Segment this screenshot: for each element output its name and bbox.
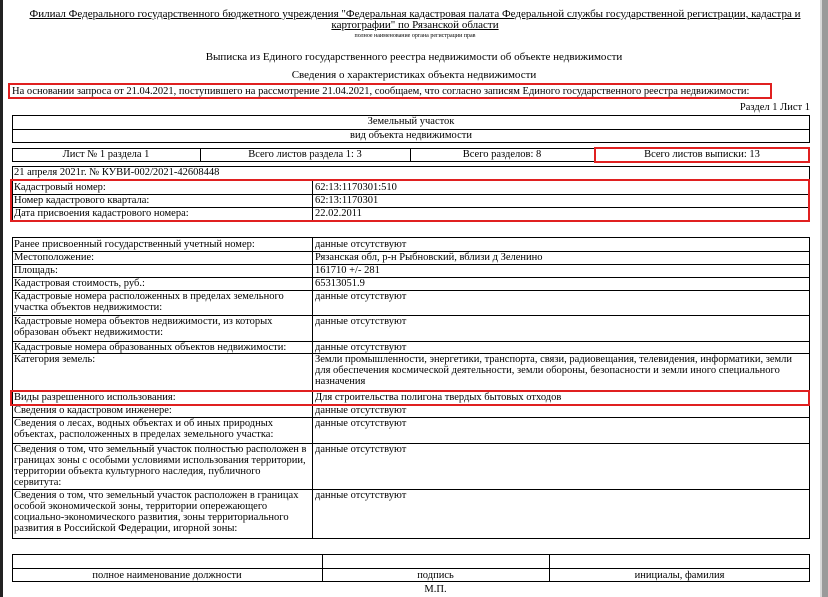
total-sheets-extract: Всего листов выписки: 13 <box>644 149 760 160</box>
cadastral-quarter-value: 62:13:1170301 <box>315 195 379 206</box>
detail-label: Ранее присвоенный государственный учетный номер: <box>14 239 255 250</box>
doc-title: Выписка из Единого государственного реестра недвижимости об объекте недвижимости <box>205 51 623 63</box>
detail-label: Кадастровые номера расположенных в пределах земельного участка объектов недвижимости: <box>14 291 284 313</box>
assignment-date-label: Дата присвоения кадастрового номера: <box>14 208 189 219</box>
object-type: Земельный участок <box>367 116 455 127</box>
assignment-date-value: 22.02.2011 <box>315 208 362 219</box>
name-caption: инициалы, фамилия <box>634 570 725 581</box>
page-left-edge <box>0 0 3 597</box>
detail-label: Сведения о лесах, водных объектах и об иных природных объектах, расположенных в пределах земельного участка: <box>14 418 274 440</box>
detail-label: Кадастровая стоимость, руб.: <box>14 278 145 289</box>
detail-value: Земли промышленности, энергетики, транспорта, связи, радиовещания, телевидения, информатики, земли для обеспечения космической деятельности, земли обороны, безопасности и земли иного специального назначения <box>315 354 793 387</box>
total-sheets-section: Всего листов раздела 1: 3 <box>248 149 362 160</box>
detail-label: Виды разрешенного использования: <box>14 392 176 403</box>
detail-value: данные отсутствуют <box>315 444 407 455</box>
cadastral-number-label: Кадастровый номер: <box>14 182 106 193</box>
detail-value: Для строительства полигона твердых бытовых отходов <box>315 392 562 403</box>
position-caption: полное наименование должности <box>92 570 242 581</box>
detail-label: Кадастровые номера образованных объектов недвижимости: <box>14 342 287 353</box>
cadastral-quarter-label: Номер кадастрового квартала: <box>14 195 150 206</box>
org-name-line1: Филиал Федерального государственного бюджетного учреждения "Федеральная кадастровая палата Федеральной службы государственной регистрации, кадастра и <box>29 8 801 20</box>
detail-value: 65313051.9 <box>315 278 365 289</box>
detail-label: Сведения о кадастровом инженере: <box>14 405 172 416</box>
cadastral-number-value: 62:13:1170301:510 <box>315 182 397 193</box>
stamp-caption: М.П. <box>424 584 447 595</box>
detail-value: 161710 +/- 281 <box>315 265 380 276</box>
org-caption: полное наименование органа регистрации прав <box>354 33 476 39</box>
detail-value: данные отсутствуют <box>315 291 407 302</box>
detail-value: данные отсутствуют <box>315 490 407 501</box>
object-type-caption: вид объекта недвижимости <box>350 130 472 141</box>
detail-label: Местоположение: <box>14 252 95 263</box>
signature-caption: подпись <box>417 570 454 581</box>
sheet-of-section: Лист № 1 раздела 1 <box>62 149 150 160</box>
signature-divider <box>12 568 810 569</box>
section-sheet: Раздел 1 Лист 1 <box>739 102 810 113</box>
detail-label: Категория земель: <box>14 354 96 365</box>
total-sections: Всего разделов: 8 <box>462 149 542 160</box>
request-line: На основании запроса от 21.04.2021, поступившего на рассмотрение 21.04.2021, сообщаем, что согласно записям Единого государственного реестра недвижимости: <box>12 86 750 97</box>
date-number: 21 апреля 2021г. № КУВИ-002/2021-42608448 <box>14 167 220 178</box>
doc-subtitle: Сведения о характеристиках объекта недвижимости <box>291 69 537 81</box>
detail-label: Кадастровые номера объектов недвижимости, из которых образован объект недвижимости: <box>14 316 273 338</box>
detail-value: Рязанская обл, р-н Рыбновский, вблизи д Зеленино <box>315 252 543 263</box>
detail-label: Сведения о том, что земельный участок расположен в границах особой экономической зоны, территории опережающего социально-экономического развития, зоны территориального развития в Российской Федерации, игорной зоны: <box>14 490 299 534</box>
detail-value: данные отсутствуют <box>315 405 407 416</box>
detail-label: Сведения о том, что земельный участок полностью расположен в границах зоны с особыми условиями использования территории, территории объекта культурного наследия, публичного сервитута: <box>14 444 307 488</box>
detail-value: данные отсутствуют <box>315 342 407 353</box>
detail-label: Площадь: <box>14 265 58 276</box>
detail-value: данные отсутствуют <box>315 239 407 250</box>
detail-value: данные отсутствуют <box>315 316 407 327</box>
detail-value: данные отсутствуют <box>315 418 407 429</box>
org-name-line2: картографии" по Рязанской области <box>331 19 499 31</box>
page-right-edge <box>822 0 828 597</box>
